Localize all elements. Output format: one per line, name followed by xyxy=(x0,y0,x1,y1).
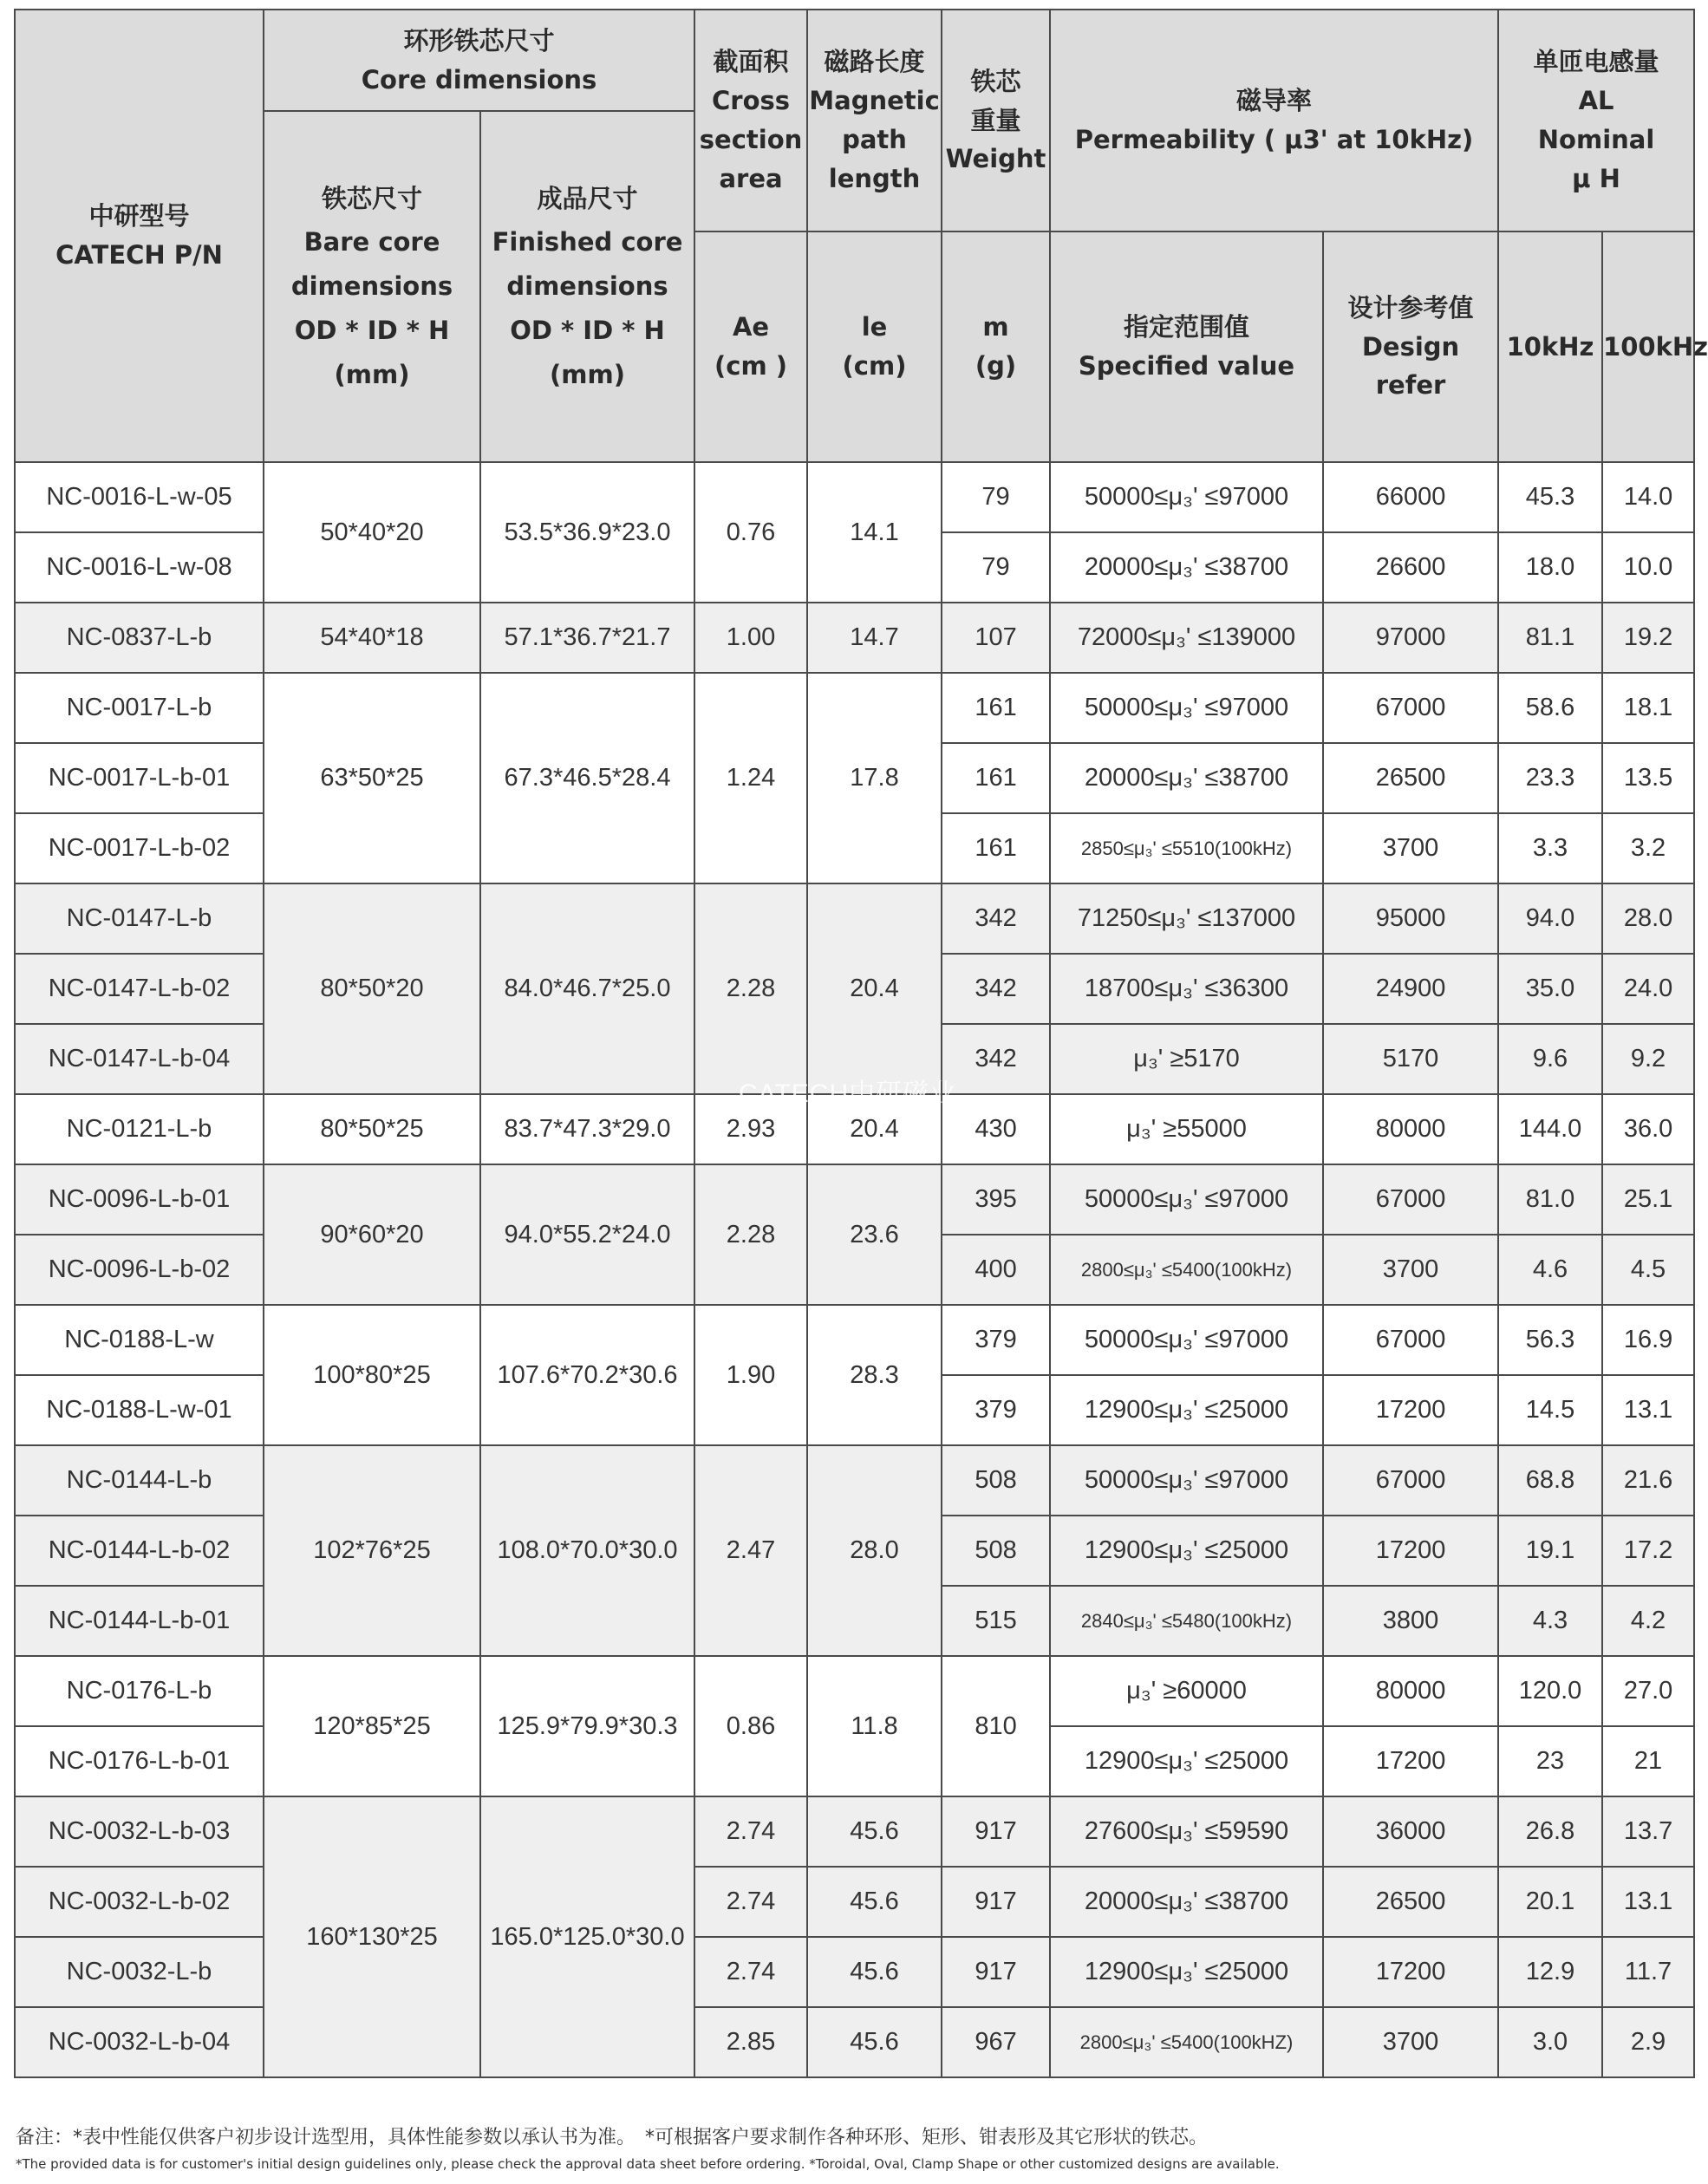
spec-cell: 50000≤μ₃' ≤97000 xyxy=(1050,1164,1323,1235)
spec-cell: μ₃' ≥55000 xyxy=(1050,1094,1323,1164)
spec-cell: 12900≤μ₃' ≤25000 xyxy=(1050,1937,1323,2007)
m-cell: 917 xyxy=(942,1937,1050,2007)
al100-cell: 13.5 xyxy=(1602,743,1694,813)
spec-cell: μ₃' ≥60000 xyxy=(1050,1656,1323,1726)
al100-cell: 18.1 xyxy=(1602,673,1694,743)
design-cell: 66000 xyxy=(1323,462,1498,532)
al100-cell: 4.2 xyxy=(1602,1586,1694,1656)
al10-cell: 19.1 xyxy=(1498,1516,1602,1586)
finished-cell: 84.0*46.7*25.0 xyxy=(480,883,694,1094)
m-cell: 917 xyxy=(942,1796,1050,1867)
spec-cell: 20000≤μ₃' ≤38700 xyxy=(1050,1867,1323,1937)
finished-cell: 53.5*36.9*23.0 xyxy=(480,462,694,603)
ae-cell: 2.74 xyxy=(694,1937,807,2007)
m-cell: 342 xyxy=(942,1024,1050,1094)
al10-cell: 23.3 xyxy=(1498,743,1602,813)
ae-cell: 1.00 xyxy=(694,603,807,673)
design-cell: 5170 xyxy=(1323,1024,1498,1094)
pn-cell: NC-0016-L-w-08 xyxy=(15,532,264,603)
al10-cell: 3.3 xyxy=(1498,813,1602,883)
design-cell: 17200 xyxy=(1323,1937,1498,2007)
al10-cell: 56.3 xyxy=(1498,1305,1602,1375)
pn-cell: NC-0176-L-b-01 xyxy=(15,1726,264,1796)
ae-cell: 2.28 xyxy=(694,1164,807,1305)
pn-cell: NC-0144-L-b-02 xyxy=(15,1516,264,1586)
al100-cell: 9.2 xyxy=(1602,1024,1694,1094)
footer-note-cn: 备注：*表中性能仅供客户初步设计选型用，具体性能参数以承认书为准。 *可根据客户要求制作各种环形、矩形、钳表形及其它形状的铁芯。 xyxy=(16,2127,1209,2148)
spec-cell: 2800≤μ₃' ≤5400(100kHZ) xyxy=(1050,2007,1323,2077)
al100-cell: 21.6 xyxy=(1602,1445,1694,1516)
pn-cell: NC-0032-L-b xyxy=(15,1937,264,2007)
header-pn: 中研型号 CATECH P/N xyxy=(15,10,264,462)
al100-cell: 2.9 xyxy=(1602,2007,1694,2077)
spec-cell: 12900≤μ₃' ≤25000 xyxy=(1050,1726,1323,1796)
al10-cell: 4.3 xyxy=(1498,1586,1602,1656)
al10-cell: 23 xyxy=(1498,1726,1602,1796)
al10-cell: 20.1 xyxy=(1498,1867,1602,1937)
pn-cell: NC-0188-L-w-01 xyxy=(15,1375,264,1445)
m-cell: 515 xyxy=(942,1586,1050,1656)
le-cell: 28.3 xyxy=(807,1305,942,1445)
al100-cell: 14.0 xyxy=(1602,462,1694,532)
pn-cell: NC-0017-L-b xyxy=(15,673,264,743)
header-bare-core: 铁芯尺寸 Bare core dimensions OD * ID * H (mm) xyxy=(264,111,480,462)
al10-cell: 12.9 xyxy=(1498,1937,1602,2007)
al10-cell: 68.8 xyxy=(1498,1445,1602,1516)
pn-cell: NC-0188-L-w xyxy=(15,1305,264,1375)
spec-cell: 50000≤μ₃' ≤97000 xyxy=(1050,1445,1323,1516)
al100-cell: 16.9 xyxy=(1602,1305,1694,1375)
spec-cell: 2840≤μ₃' ≤5480(100kHz) xyxy=(1050,1586,1323,1656)
design-cell: 17200 xyxy=(1323,1375,1498,1445)
finished-cell: 125.9*79.9*30.3 xyxy=(480,1656,694,1796)
spec-cell: 50000≤μ₃' ≤97000 xyxy=(1050,462,1323,532)
spec-table xyxy=(14,9,1708,2078)
m-cell: 379 xyxy=(942,1375,1050,1445)
header-core-dimensions: 环形铁芯尺寸 Core dimensions xyxy=(264,10,694,111)
spec-cell: 12900≤μ₃' ≤25000 xyxy=(1050,1516,1323,1586)
ae-cell: 0.86 xyxy=(694,1656,807,1796)
spec-cell: 2850≤μ₃' ≤5510(100kHz) xyxy=(1050,813,1323,883)
al100-cell: 11.7 xyxy=(1602,1937,1694,2007)
spec-cell: 2800≤μ₃' ≤5400(100kHz) xyxy=(1050,1235,1323,1305)
ae-cell: 2.85 xyxy=(694,2007,807,2077)
m-cell: 107 xyxy=(942,603,1050,673)
design-cell: 67000 xyxy=(1323,673,1498,743)
ae-cell: 2.93 xyxy=(694,1094,807,1164)
header-m: m (g) xyxy=(942,231,1050,462)
footer-note-en: *The provided data is for customer's initial design guidelines only, please check the approval data sheet before ordering. *Toroidal, Oval, Clamp Shape or other customized designs are available. xyxy=(16,2156,1280,2172)
al10-cell: 45.3 xyxy=(1498,462,1602,532)
design-cell: 80000 xyxy=(1323,1656,1498,1726)
pn-cell: NC-0017-L-b-01 xyxy=(15,743,264,813)
design-cell: 17200 xyxy=(1323,1726,1498,1796)
spec-cell: μ₃' ≥5170 xyxy=(1050,1024,1323,1094)
m-cell: 430 xyxy=(942,1094,1050,1164)
le-cell: 14.7 xyxy=(807,603,942,673)
bare-cell: 100*80*25 xyxy=(264,1305,480,1445)
ae-cell: 2.28 xyxy=(694,883,807,1094)
le-cell: 11.8 xyxy=(807,1656,942,1796)
pn-cell: NC-0032-L-b-03 xyxy=(15,1796,264,1867)
spec-cell: 12900≤μ₃' ≤25000 xyxy=(1050,1375,1323,1445)
header-permeability: 磁导率 Permeability ( μ3' at 10kHz) xyxy=(1050,10,1498,231)
al100-cell: 4.5 xyxy=(1602,1235,1694,1305)
pn-cell: NC-0837-L-b xyxy=(15,603,264,673)
m-cell: 395 xyxy=(942,1164,1050,1235)
ae-cell: 2.74 xyxy=(694,1867,807,1937)
header-finished-core: 成品尺寸 Finished core dimensions OD * ID * H (mm) xyxy=(480,111,694,462)
le-cell: 17.8 xyxy=(807,673,942,883)
header-magnetic-path: 磁路长度 Magnetic path length xyxy=(807,10,942,231)
m-cell: 79 xyxy=(942,462,1050,532)
bare-cell: 80*50*25 xyxy=(264,1094,480,1164)
design-cell: 26500 xyxy=(1323,743,1498,813)
al100-cell: 28.0 xyxy=(1602,883,1694,954)
ae-cell: 2.74 xyxy=(694,1796,807,1867)
al10-cell: 4.6 xyxy=(1498,1235,1602,1305)
al10-cell: 26.8 xyxy=(1498,1796,1602,1867)
m-cell: 810 xyxy=(942,1656,1050,1796)
bare-cell: 63*50*25 xyxy=(264,673,480,883)
ae-cell: 0.76 xyxy=(694,462,807,603)
le-cell: 45.6 xyxy=(807,2007,942,2077)
ae-cell: 1.24 xyxy=(694,673,807,883)
m-cell: 161 xyxy=(942,743,1050,813)
finished-cell: 67.3*46.5*28.4 xyxy=(480,673,694,883)
finished-cell: 57.1*36.7*21.7 xyxy=(480,603,694,673)
design-cell: 26600 xyxy=(1323,532,1498,603)
pn-cell: NC-0096-L-b-01 xyxy=(15,1164,264,1235)
design-cell: 17200 xyxy=(1323,1516,1498,1586)
le-cell: 14.1 xyxy=(807,462,942,603)
pn-cell: NC-0147-L-b-04 xyxy=(15,1024,264,1094)
header-al: 单匝电感量 AL Nominal μ H xyxy=(1498,10,1694,231)
m-cell: 79 xyxy=(942,532,1050,603)
bare-cell: 54*40*18 xyxy=(264,603,480,673)
m-cell: 967 xyxy=(942,2007,1050,2077)
spec-cell: 50000≤μ₃' ≤97000 xyxy=(1050,1305,1323,1375)
m-cell: 508 xyxy=(942,1445,1050,1516)
header-specified: 指定范围值 Specified value xyxy=(1050,231,1323,462)
spec-cell: 18700≤μ₃' ≤36300 xyxy=(1050,954,1323,1024)
header-al-10k: 10kHz xyxy=(1498,231,1602,462)
pn-cell: NC-0147-L-b-02 xyxy=(15,954,264,1024)
m-cell: 161 xyxy=(942,813,1050,883)
al100-cell: 27.0 xyxy=(1602,1656,1694,1726)
pn-cell: NC-0017-L-b-02 xyxy=(15,813,264,883)
bare-cell: 120*85*25 xyxy=(264,1656,480,1796)
pn-cell: NC-0096-L-b-02 xyxy=(15,1235,264,1305)
pn-cell: NC-0121-L-b xyxy=(15,1094,264,1164)
design-cell: 26500 xyxy=(1323,1867,1498,1937)
al10-cell: 3.0 xyxy=(1498,2007,1602,2077)
al100-cell: 19.2 xyxy=(1602,603,1694,673)
bare-cell: 102*76*25 xyxy=(264,1445,480,1656)
design-cell: 80000 xyxy=(1323,1094,1498,1164)
pn-cell: NC-0144-L-b xyxy=(15,1445,264,1516)
design-cell: 3700 xyxy=(1323,813,1498,883)
le-cell: 45.6 xyxy=(807,1796,942,1867)
le-cell: 45.6 xyxy=(807,1937,942,2007)
m-cell: 161 xyxy=(942,673,1050,743)
finished-cell: 108.0*70.0*30.0 xyxy=(480,1445,694,1656)
al10-cell: 81.0 xyxy=(1498,1164,1602,1235)
le-cell: 20.4 xyxy=(807,883,942,1094)
design-cell: 67000 xyxy=(1323,1445,1498,1516)
m-cell: 917 xyxy=(942,1867,1050,1937)
bare-cell: 160*130*25 xyxy=(264,1796,480,2077)
finished-cell: 165.0*125.0*30.0 xyxy=(480,1796,694,2077)
al10-cell: 18.0 xyxy=(1498,532,1602,603)
finished-cell: 107.6*70.2*30.6 xyxy=(480,1305,694,1445)
le-cell: 45.6 xyxy=(807,1867,942,1937)
al10-cell: 81.1 xyxy=(1498,603,1602,673)
header-ae: Ae (cm ) xyxy=(694,231,807,462)
al100-cell: 3.2 xyxy=(1602,813,1694,883)
spec-cell: 20000≤μ₃' ≤38700 xyxy=(1050,743,1323,813)
pn-cell: NC-0032-L-b-04 xyxy=(15,2007,264,2077)
spec-cell: 72000≤μ₃' ≤139000 xyxy=(1050,603,1323,673)
design-cell: 3800 xyxy=(1323,1586,1498,1656)
m-cell: 342 xyxy=(942,954,1050,1024)
design-cell: 3700 xyxy=(1323,2007,1498,2077)
pn-cell: NC-0147-L-b xyxy=(15,883,264,954)
al10-cell: 9.6 xyxy=(1498,1024,1602,1094)
le-cell: 23.6 xyxy=(807,1164,942,1305)
al10-cell: 120.0 xyxy=(1498,1656,1602,1726)
design-cell: 97000 xyxy=(1323,603,1498,673)
header-le: le (cm) xyxy=(807,231,942,462)
bare-cell: 90*60*20 xyxy=(264,1164,480,1305)
al100-cell: 36.0 xyxy=(1602,1094,1694,1164)
design-cell: 24900 xyxy=(1323,954,1498,1024)
al10-cell: 58.6 xyxy=(1498,673,1602,743)
design-cell: 67000 xyxy=(1323,1164,1498,1235)
al10-cell: 14.5 xyxy=(1498,1375,1602,1445)
spec-cell: 20000≤μ₃' ≤38700 xyxy=(1050,532,1323,603)
header-design: 设计参考值 Design refer xyxy=(1323,231,1498,462)
design-cell: 67000 xyxy=(1323,1305,1498,1375)
ae-cell: 2.47 xyxy=(694,1445,807,1656)
al100-cell: 13.1 xyxy=(1602,1867,1694,1937)
spec-cell: 27600≤μ₃' ≤59590 xyxy=(1050,1796,1323,1867)
al10-cell: 94.0 xyxy=(1498,883,1602,954)
al100-cell: 10.0 xyxy=(1602,532,1694,603)
m-cell: 342 xyxy=(942,883,1050,954)
bare-cell: 50*40*20 xyxy=(264,462,480,603)
pn-cell: NC-0032-L-b-02 xyxy=(15,1867,264,1937)
design-cell: 36000 xyxy=(1323,1796,1498,1867)
bare-cell: 80*50*20 xyxy=(264,883,480,1094)
m-cell: 508 xyxy=(942,1516,1050,1586)
al100-cell: 13.7 xyxy=(1602,1796,1694,1867)
spec-cell: 50000≤μ₃' ≤97000 xyxy=(1050,673,1323,743)
finished-cell: 83.7*47.3*29.0 xyxy=(480,1094,694,1164)
m-cell: 400 xyxy=(942,1235,1050,1305)
finished-cell: 94.0*55.2*24.0 xyxy=(480,1164,694,1305)
design-cell: 3700 xyxy=(1323,1235,1498,1305)
pn-cell: NC-0176-L-b xyxy=(15,1656,264,1726)
al100-cell: 13.1 xyxy=(1602,1375,1694,1445)
watermark: CATECH中研磁业 xyxy=(739,1079,957,1108)
design-cell: 95000 xyxy=(1323,883,1498,954)
al10-cell: 35.0 xyxy=(1498,954,1602,1024)
al100-cell: 24.0 xyxy=(1602,954,1694,1024)
header-al-100k: 100kHz xyxy=(1602,231,1694,462)
le-cell: 28.0 xyxy=(807,1445,942,1656)
le-cell: 20.4 xyxy=(807,1094,942,1164)
header-cross-section: 截面积 Cross section area xyxy=(694,10,807,231)
ae-cell: 1.90 xyxy=(694,1305,807,1445)
header-weight: 铁芯 重量 Weight xyxy=(942,10,1050,231)
al100-cell: 17.2 xyxy=(1602,1516,1694,1586)
al100-cell: 21 xyxy=(1602,1726,1694,1796)
al100-cell: 25.1 xyxy=(1602,1164,1694,1235)
pn-cell: NC-0144-L-b-01 xyxy=(15,1586,264,1656)
spec-cell: 71250≤μ₃' ≤137000 xyxy=(1050,883,1323,954)
pn-cell: NC-0016-L-w-05 xyxy=(15,462,264,532)
m-cell: 379 xyxy=(942,1305,1050,1375)
al10-cell: 144.0 xyxy=(1498,1094,1602,1164)
